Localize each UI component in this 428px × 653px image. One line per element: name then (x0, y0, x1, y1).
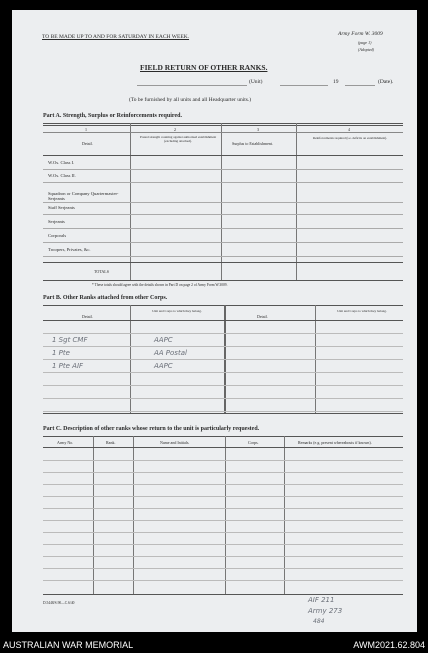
part-b-top-rule (43, 305, 403, 306)
part-c-col-corps: Corps. (248, 440, 259, 445)
part-c-row-rule (43, 532, 403, 533)
part-c-row-rule (43, 472, 403, 473)
part-b-row-unit: AAPC (154, 336, 173, 344)
part-c-row-rule (43, 580, 403, 581)
part-a-totals-label: TOTALS (94, 269, 109, 274)
part-a-row-label: Serjeants (48, 219, 65, 224)
print-code: D.5448/S.90—C.6/40 (43, 601, 75, 605)
form-title: FIELD RETURN OF OTHER RANKS. (140, 63, 268, 72)
part-b-row-rule (43, 333, 403, 334)
date-line (345, 85, 375, 86)
part-a-header-rule (43, 155, 403, 156)
form-number: Army Form W. 3009 (338, 31, 383, 37)
part-b-col-detail-2: Detail. (257, 314, 268, 319)
part-b-row-rule (43, 372, 403, 373)
part-b-row-unit: AA Postal (154, 349, 187, 357)
form-page (12, 10, 417, 632)
part-a-row-rule (43, 214, 403, 215)
part-a-row-label: Staff Serjeants (48, 205, 75, 210)
part-a-top-rule (43, 123, 403, 124)
part-a-colnum-4: 4 (348, 127, 350, 132)
part-a-col-reinforcements: Reinforcements required (i.e. deficits on establishment). (312, 136, 388, 140)
part-c-row-rule (43, 568, 403, 569)
part-a-bottom-rule (43, 280, 403, 281)
part-a-row-rule (43, 202, 403, 203)
part-b-row-rule (43, 385, 403, 386)
part-c-row-rule (43, 556, 403, 557)
unit-line (137, 85, 247, 86)
annotation-1: AIF 211 (308, 596, 335, 604)
part-b-row-detail: 1 Pte AIF (52, 362, 84, 370)
part-a-row-rule (43, 256, 403, 257)
part-c-col-rank: Rank. (106, 440, 116, 445)
part-b-row-rule (43, 346, 403, 347)
part-c-bottom-rule (43, 594, 403, 595)
form-instruction: TO BE MADE UP TO AND FOR SATURDAY IN EACH WEEK. (42, 34, 190, 40)
part-b-col-detail: Detail. (82, 314, 93, 319)
part-b-header-rule (43, 320, 403, 321)
part-a-row-label: W.Os. Class II. (48, 173, 76, 178)
form-adopted: (Adopted) (358, 47, 374, 52)
part-a-totals-rule (43, 262, 403, 263)
part-c-top-rule (43, 436, 403, 437)
year-line (280, 85, 328, 86)
part-b-row-detail: 1 Sgt CMF (52, 336, 88, 344)
part-b-heading: Part B. Other Ranks attached from other Corps. (43, 295, 168, 301)
part-a-colnum-1: 1 (85, 127, 87, 132)
part-a-footnote: * These totals should agree with the details shown in Part D on page 2 of Army Form W.3009. (92, 283, 228, 287)
part-b-row-detail: 1 Pte (52, 349, 70, 357)
part-a-top-rule-2 (43, 125, 403, 126)
part-c-col-remarks: Remarks (e.g. present whereabouts if known). (298, 440, 372, 445)
part-c-row-rule (43, 484, 403, 485)
part-a-num-rule (43, 132, 403, 133)
date-label: (Date). (378, 79, 394, 85)
part-a-row-label: Corporals (48, 233, 67, 238)
part-b-row-rule (43, 398, 403, 399)
part-a-heading: Part A. Strength, Surplus or Reinforcements required. (43, 113, 182, 119)
part-a-row-label: Squadron or Company Quartermaster-Serjeants (48, 191, 119, 201)
part-a-colnum-2: 2 (174, 127, 176, 132)
part-c-row-rule (43, 508, 403, 509)
part-a-colnum-3: 3 (257, 127, 259, 132)
part-a-row-label: W.Os. Class I. (48, 160, 75, 165)
part-a-col-detail: Detail. (82, 141, 93, 146)
annotation-3: 484 (313, 618, 325, 625)
part-a-col-posted: Posted strength counting against authorised establishment (excluding attached). (139, 135, 217, 143)
part-c-header-rule (43, 447, 403, 448)
part-a-row-label: Troopers, Privates, &c. (48, 247, 91, 252)
part-b-row-rule (43, 359, 403, 360)
part-b-row-rule (43, 411, 403, 412)
caption-right: AWM2021.62.804 (353, 640, 425, 650)
part-b-row-unit: AAPC (154, 362, 173, 370)
part-c-col-number: Army No. (57, 440, 74, 445)
part-c-row-rule (43, 460, 403, 461)
part-b-bottom-rule (43, 413, 403, 414)
annotation-2: Army 273 (308, 607, 343, 615)
caption-bar (0, 637, 428, 653)
part-c-row-rule (43, 520, 403, 521)
unit-label: (Unit) (249, 79, 263, 85)
year-prefix: 19 (333, 79, 339, 85)
part-c-row-rule (43, 496, 403, 497)
caption-left: AUSTRALIAN WAR MEMORIAL (3, 640, 134, 650)
furnished-note: (To be furnished by all units and all Headquarter units.) (129, 97, 252, 103)
part-c-row-rule (43, 544, 403, 545)
part-a-row-rule (43, 182, 403, 183)
part-a-col-surplus: Surplus to Establishment. (232, 141, 273, 146)
part-a-row-rule (43, 228, 403, 229)
part-c-col-name: Name and Initials. (160, 440, 190, 445)
part-b-col-unit: Unit and Corps to which they belong. (152, 309, 202, 313)
part-c-heading: Part C. Description of other ranks whose return to the unit is particularly requested. (43, 426, 260, 432)
part-a-row-rule (43, 169, 403, 170)
part-b-col-unit-2: Unit and Corps to which they belong. (337, 309, 387, 313)
part-a-row-rule (43, 242, 403, 243)
form-page-label: (page 1) (358, 40, 372, 45)
